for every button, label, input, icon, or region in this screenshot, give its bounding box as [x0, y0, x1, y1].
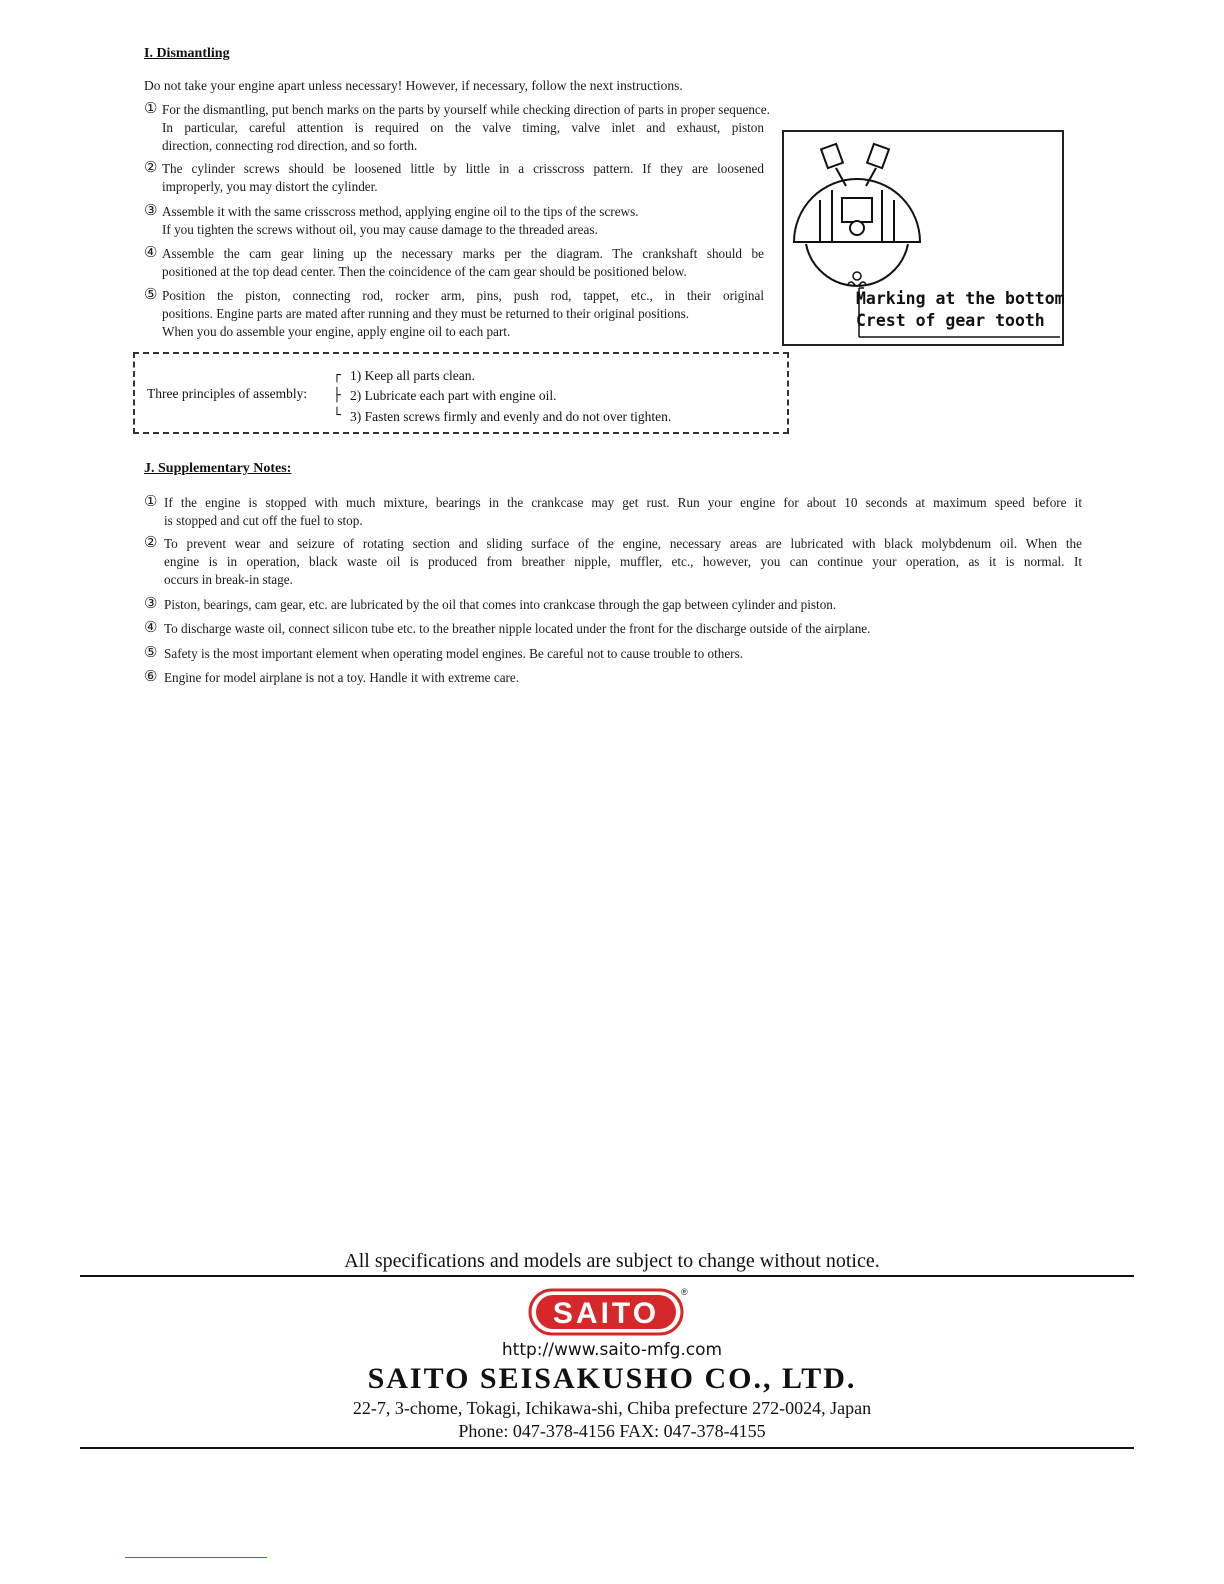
item-number: ④ — [144, 245, 158, 261]
diagram-caption-crest: Crest of gear tooth — [856, 311, 1045, 330]
note-line: To prevent wear and seizure of rotating section and sliding surface of the engine, necessary areas are lubricated with black molybdenum oil. When the — [164, 536, 1082, 551]
dismantling-item-3 — [144, 203, 766, 241]
item-line: Position the piston, connecting rod, rocker arm, pins, push rod, tappet, etc., in their original — [162, 288, 764, 303]
item-line: positioned at the top dead center. Then the coincidence of the cam gear should be positioned below. — [162, 264, 687, 279]
principles-label: Three principles of assembly: — [147, 386, 308, 401]
item-number: ⑤ — [144, 645, 158, 661]
registered-mark-icon: ® — [681, 1287, 688, 1297]
principle-rule: 1) Keep all parts clean. — [350, 368, 475, 383]
company-address: 22-7, 3-chome, Tokagi, Ichikawa-shi, Chiba prefecture 272-0024, Japan — [352, 1398, 872, 1418]
item-line: In particular, careful attention is required on the valve timing, valve inlet and exhaust, piston — [162, 120, 764, 135]
item-number: ④ — [144, 620, 158, 636]
note-line: engine is in operation, black waste oil is produced from breather nipple, muffler, etc., however, you can continue your operation, as it is normal. It — [164, 554, 1082, 569]
dismantling-item-1 — [144, 101, 864, 157]
item-line: Assemble the cam gear lining up the necessary marks per the diagram. The crankshaft should be — [162, 246, 764, 261]
note-line: Safety is the most important element when operating model engines. Be careful not to cause trouble to others. — [164, 646, 743, 661]
note-item-6 — [144, 669, 1082, 689]
specifications-notice: All specifications and models are subject to change without notice. — [344, 1250, 880, 1272]
note-item-4 — [144, 620, 1082, 640]
item-line: Assemble it with the same crisscross method, applying engine oil to the tips of the screws. — [162, 204, 639, 219]
note-item-1 — [144, 494, 1082, 532]
item-line: For the dismantling, put bench marks on the parts by yourself while checking direction of parts in proper sequence. — [162, 102, 770, 117]
dismantling-item-5 — [144, 287, 766, 343]
item-line: positions. Engine parts are mated after running and they must be returned to their original positions. — [162, 306, 690, 321]
dismantling-intro: Do not take your engine apart unless necessary! However, if necessary, follow the next instructions. — [144, 78, 683, 93]
footer-divider-bottom — [80, 1447, 1134, 1449]
item-number: ③ — [144, 203, 158, 219]
note-item-2 — [144, 535, 1082, 591]
logo-text: SAITO — [552, 1297, 660, 1330]
hyperlink-underline[interactable] — [125, 1557, 267, 1558]
company-name: SAITO SEISAKUSHO CO., LTD. — [367, 1362, 857, 1395]
dismantling-heading: I. Dismantling — [144, 46, 230, 61]
note-line: Piston, bearings, cam gear, etc. are lubricated by the oil that comes into crankcase through the gap between cylinder and piston. — [164, 597, 837, 612]
company-phone: Phone: 047-378-4156 FAX: 047-378-4155 — [458, 1421, 766, 1441]
note-item-3 — [144, 596, 1082, 616]
notes-heading: J. Supplementary Notes: — [144, 461, 292, 476]
note-line: If the engine is stopped with much mixture, bearings in the crankcase may get rust. Run your engine for about 10 seconds at maximum speed before it — [164, 495, 1082, 510]
item-number: ⑥ — [144, 669, 158, 685]
note-line: occurs in break-in stage. — [164, 572, 293, 587]
item-line: The cylinder screws should be loosened little by little in a crisscross pattern. If they are loosened — [162, 161, 764, 176]
assembly-principles-box — [133, 352, 789, 434]
footer-divider-top — [80, 1275, 1134, 1277]
bracket-middle-icon: ├ — [333, 388, 341, 403]
saito-logo — [528, 1287, 686, 1337]
item-line: If you tighten the screws without oil, you may cause damage to the threaded areas. — [162, 222, 598, 237]
principle-rule: 2) Lubricate each part with engine oil. — [350, 388, 557, 403]
item-number: ① — [144, 494, 158, 510]
note-item-5 — [144, 645, 1082, 665]
item-number: ② — [144, 535, 158, 551]
note-line: Engine for model airplane is not a toy. Handle it with extreme care. — [164, 670, 520, 685]
bracket-top-icon: ┌ — [333, 368, 341, 383]
dismantling-item-4 — [144, 245, 766, 283]
item-number: ② — [144, 160, 158, 176]
item-number: ③ — [144, 596, 158, 612]
item-number: ⑤ — [144, 287, 158, 303]
note-line: To discharge waste oil, connect silicon tube etc. to the breather nipple located under the front for the discharge outside of the airplane. — [164, 621, 871, 636]
dismantling-item-2 — [144, 160, 766, 198]
website-url[interactable]: http://www.saito-mfg.com — [501, 1340, 723, 1360]
item-line: direction, connecting rod direction, and so forth. — [162, 138, 418, 153]
note-line: is stopped and cut off the fuel to stop. — [164, 513, 363, 528]
principle-rule: 3) Fasten screws firmly and evenly and do not over tighten. — [350, 409, 672, 424]
diagram-caption-marking: Marking at the bottom — [856, 289, 1065, 308]
item-number: ① — [144, 101, 158, 117]
item-line: When you do assemble your engine, apply engine oil to each part. — [162, 324, 511, 339]
bracket-bottom-icon: └ — [333, 408, 341, 423]
item-line: improperly, you may distort the cylinder. — [162, 179, 378, 194]
